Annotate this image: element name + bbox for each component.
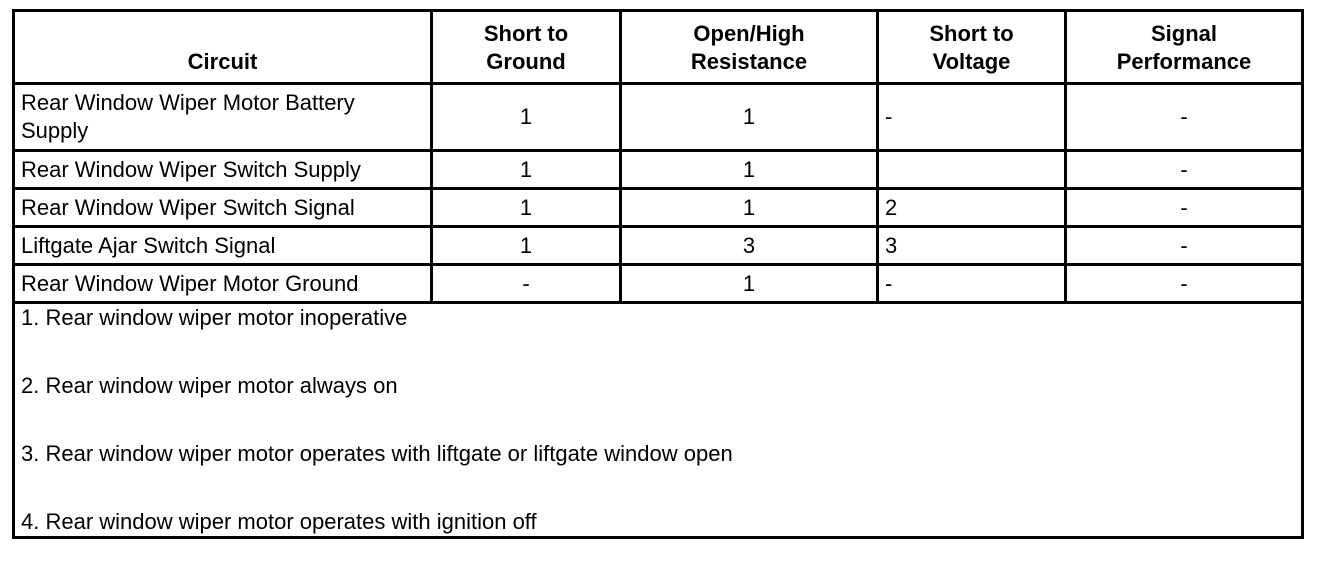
notes-cell xyxy=(14,303,1303,538)
note-item: 3. Rear window wiper motor operates with liftgate or liftgate window open xyxy=(21,441,733,466)
cell-circuit: Rear Window Wiper Motor Battery Supply xyxy=(14,84,432,151)
cell-circuit: Rear Window Wiper Switch Signal xyxy=(14,189,432,227)
cell-open-high-resistance: 1 xyxy=(621,265,878,303)
cell-short-to-ground: - xyxy=(432,265,621,303)
header-signal-performance: Signal Performance xyxy=(1066,11,1303,84)
cell-signal-performance: - xyxy=(1066,151,1303,189)
cell-short-to-ground: 1 xyxy=(432,227,621,265)
cell-signal-performance: - xyxy=(1066,189,1303,227)
cell-signal-performance: - xyxy=(1066,265,1303,303)
cell-short-to-voltage: 3 xyxy=(878,227,1066,265)
cell-short-to-voltage: - xyxy=(878,265,1066,303)
header-short-to-voltage: Short to Voltage xyxy=(878,11,1066,84)
header-row xyxy=(14,11,1303,84)
cell-open-high-resistance: 1 xyxy=(621,189,878,227)
cell-circuit: Rear Window Wiper Switch Supply xyxy=(14,151,432,189)
cell-open-high-resistance: 3 xyxy=(621,227,878,265)
table-row xyxy=(14,227,1303,265)
cell-short-to-ground: 1 xyxy=(432,84,621,151)
cell-circuit: Liftgate Ajar Switch Signal xyxy=(14,227,432,265)
cell-short-to-voltage xyxy=(878,151,1066,189)
notes-row xyxy=(14,303,1303,538)
table-row xyxy=(14,84,1303,151)
table-row xyxy=(14,265,1303,303)
table-row xyxy=(14,189,1303,227)
cell-circuit: Rear Window Wiper Motor Ground xyxy=(14,265,432,303)
note-item: 1. Rear window wiper motor inoperative xyxy=(21,305,408,330)
cell-short-to-voltage: - xyxy=(878,84,1066,151)
header-circuit: Circuit xyxy=(14,11,432,84)
cell-short-to-ground: 1 xyxy=(432,151,621,189)
cell-signal-performance: - xyxy=(1066,84,1303,151)
cell-short-to-voltage: 2 xyxy=(878,189,1066,227)
header-short-to-ground: Short to Ground xyxy=(432,11,621,84)
cell-open-high-resistance: 1 xyxy=(621,84,878,151)
note-item: 2. Rear window wiper motor always on xyxy=(21,373,398,398)
note-item: 4. Rear window wiper motor operates with ignition off xyxy=(21,509,537,534)
cell-short-to-ground: 1 xyxy=(432,189,621,227)
circuit-diagnostic-table xyxy=(12,9,1304,539)
table-row xyxy=(14,151,1303,189)
cell-signal-performance: - xyxy=(1066,227,1303,265)
cell-open-high-resistance: 1 xyxy=(621,151,878,189)
header-open-high-resistance: Open/High Resistance xyxy=(621,11,878,84)
